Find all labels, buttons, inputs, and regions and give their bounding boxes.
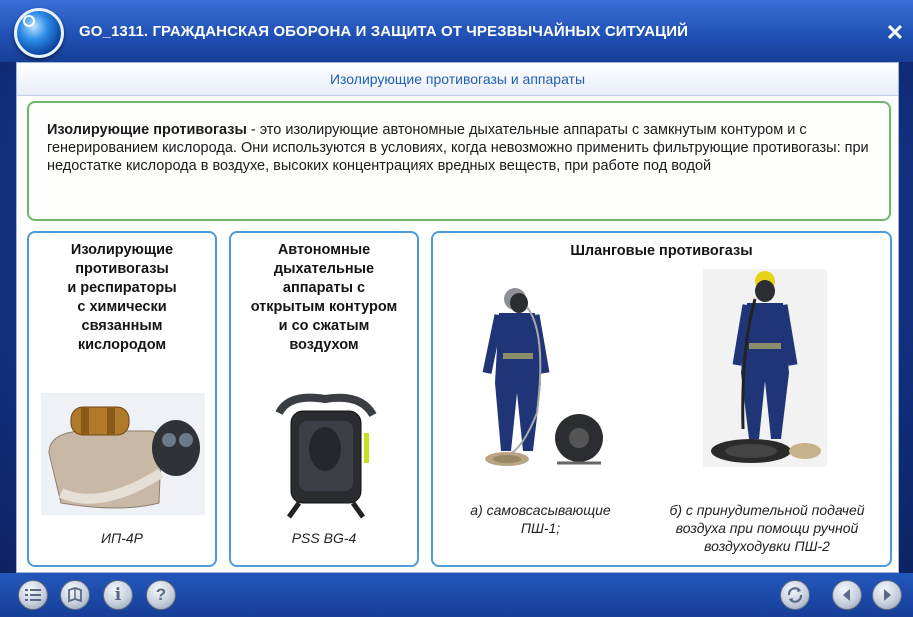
card-title-line: дыхательные bbox=[273, 261, 375, 277]
definition-text: - это изолирующие автономные дыхательные аппараты с замкнутым контуром и с генерированием кислорода. Они используются в условиях, когда невозможно применить фильтрующие противогазы: при недостатке кислорода в воздухе, высоких концентрациях вредных веществ, при работе под водой bbox=[47, 122, 869, 174]
caption-line: а) самовсасывающие bbox=[470, 502, 611, 518]
psh2-image bbox=[703, 269, 827, 467]
card-title-line: противогазы bbox=[75, 261, 169, 277]
card-title-line: Автономные bbox=[277, 242, 371, 258]
globe-logo-icon bbox=[14, 8, 64, 58]
card-title bbox=[29, 241, 215, 355]
info-button[interactable]: i bbox=[103, 580, 133, 610]
title-bar bbox=[0, 0, 913, 62]
item-caption bbox=[643, 501, 891, 555]
caption-line: б) с принудительной подачей bbox=[669, 502, 865, 518]
card-title-line: открытым контуром bbox=[250, 299, 398, 315]
card-hose-gas-masks bbox=[431, 231, 892, 567]
caption-line: воздуха при помощи ручной bbox=[675, 520, 859, 536]
card-caption: ИП-4Р bbox=[101, 530, 143, 546]
pss-bg4-image bbox=[269, 393, 381, 519]
subtitle-bar bbox=[17, 63, 898, 96]
card-title-line: и со сжатым bbox=[278, 318, 370, 334]
bottom-toolbar bbox=[0, 573, 913, 617]
arrow-right-icon bbox=[880, 588, 894, 602]
refresh-icon bbox=[786, 586, 804, 604]
item-caption bbox=[443, 501, 638, 537]
back-button[interactable] bbox=[832, 580, 862, 610]
card-title-line: и респираторы bbox=[67, 280, 177, 296]
card-title-line: Изолирующие bbox=[70, 242, 174, 258]
card-title-line: связанным bbox=[81, 318, 163, 334]
close-button[interactable]: ✕ bbox=[885, 20, 905, 45]
card-title: Шланговые противогазы bbox=[570, 243, 753, 259]
arrow-left-icon bbox=[840, 588, 854, 602]
definition-box bbox=[27, 101, 891, 221]
card-pss-bg4 bbox=[229, 231, 419, 567]
card-ip4r bbox=[27, 231, 217, 567]
forward-button[interactable] bbox=[872, 580, 902, 610]
caption-line: воздуходувки ПШ-2 bbox=[704, 538, 830, 554]
menu-button[interactable] bbox=[18, 580, 48, 610]
psh1-image bbox=[477, 273, 617, 483]
card-title-line: кислородом bbox=[77, 337, 167, 353]
content-panel bbox=[16, 62, 899, 573]
definition-term: Изолирующие противогазы bbox=[47, 122, 247, 138]
book-button[interactable] bbox=[60, 580, 90, 610]
card-title-line: воздухом bbox=[289, 337, 359, 353]
caption-line: ПШ-1; bbox=[520, 520, 561, 536]
ip4r-image bbox=[41, 393, 205, 515]
page-subtitle: Изолирующие противогазы и аппараты bbox=[329, 71, 586, 87]
card-title bbox=[231, 241, 417, 355]
card-caption: PSS BG-4 bbox=[291, 530, 357, 546]
app-title: GO_1311. ГРАЖДАНСКАЯ ОБОРОНА И ЗАЩИТА ОТ ЧРЕЗВЫЧАЙНЫХ СИТУАЦИЙ bbox=[79, 23, 688, 40]
card-title-line: с химически bbox=[77, 299, 167, 315]
book-icon bbox=[67, 587, 83, 603]
list-icon bbox=[25, 588, 41, 602]
card-title-line: аппараты с bbox=[282, 280, 366, 296]
refresh-button[interactable] bbox=[780, 580, 810, 610]
help-button[interactable]: ? bbox=[146, 580, 176, 610]
